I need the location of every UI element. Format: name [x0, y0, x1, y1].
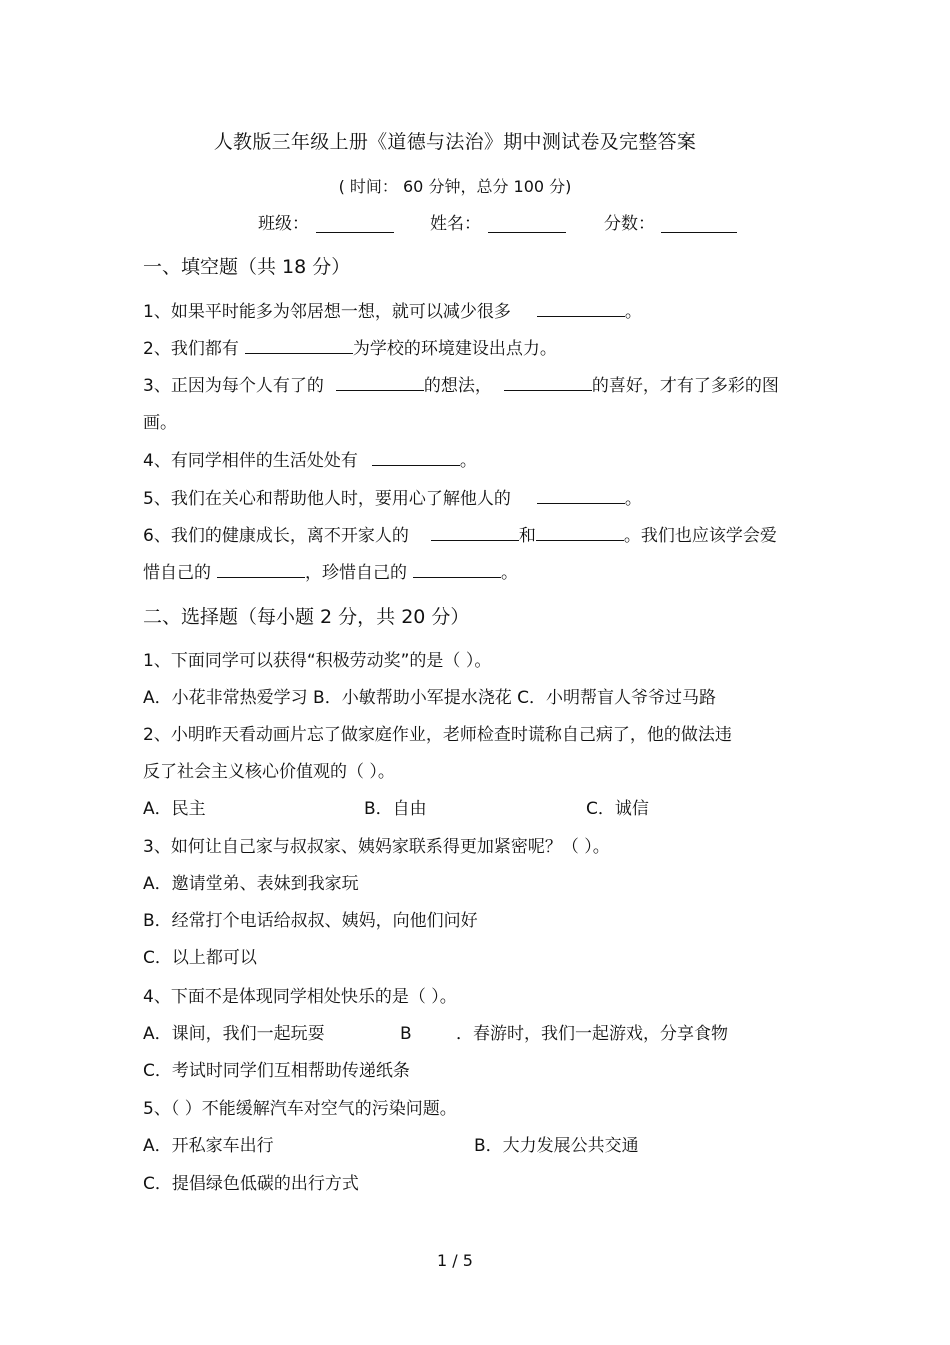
- answer-blank: [537, 300, 625, 317]
- option-2-3-a: A．邀请堂弟、表妹到我家玩: [143, 874, 359, 894]
- score-blank: [661, 232, 737, 233]
- question-1-6: 6、我们的健康成长，离不开家人的 和 。我们也应该学会爱: [143, 526, 777, 546]
- question-2-5: 5、（ ）不能缓解汽车对空气的污染问题。: [143, 1099, 457, 1119]
- option-2-2-a: A．民主: [143, 799, 206, 819]
- option-2-3-b: B．经常打个电话给叔叔、姨妈，向他们问好: [143, 911, 478, 931]
- question-1-3: 3、正因为每个人有了的 的想法， 的喜好，才有了多彩的图: [143, 376, 779, 396]
- answer-blank: [536, 524, 624, 541]
- option-2-4-c: C．考试时同学们互相帮助传递纸条: [143, 1061, 410, 1081]
- answer-blank: [537, 487, 625, 504]
- section-heading-fill-blank: 一、填空题（共 18 分）: [143, 256, 351, 278]
- name-blank: [488, 232, 566, 233]
- question-1-6-cont: 惜自己的 ，珍惜自己的 。: [143, 563, 518, 583]
- answer-blank: [504, 374, 592, 391]
- option-2-4-b: ．春游时，我们一起游戏，分享食物: [456, 1024, 728, 1044]
- question-1-4: 4、有同学相伴的生活处处有 。: [143, 451, 477, 471]
- answer-blank: [413, 561, 501, 578]
- answer-blank: [372, 449, 460, 466]
- question-2-1: 1、下面同学可以获得“积极劳动奖”的是（ ）。: [143, 651, 492, 671]
- class-blank: [316, 232, 394, 233]
- question-1-2: 2、我们都有 为学校的环境建设出点力。: [143, 339, 557, 359]
- answer-blank: [431, 524, 519, 541]
- class-label: 班级：: [258, 214, 309, 234]
- question-2-4: 4、下面不是体现同学相处快乐的是（ ）。: [143, 987, 457, 1007]
- question-1-3-cont: 画。: [143, 413, 177, 433]
- page-title: 人教版三年级上册《道德与法治》期中测试卷及完整答案: [213, 131, 697, 153]
- question-1-5: 5、我们在关心和帮助他人时，要用心了解他人的 。: [143, 489, 642, 509]
- option-2-4-a: A．课间，我们一起玩耍: [143, 1024, 325, 1044]
- question-2-2: 2、小明昨天看动画片忘了做家庭作业，老师检查时谎称自己病了，他的做法违: [143, 725, 732, 745]
- score-label: 分数：: [604, 214, 655, 234]
- section-heading-multiple-choice: 二、选择题（每小题 2 分，共 20 分）: [143, 606, 470, 628]
- option-2-5-a: A．开私家车出行: [143, 1136, 274, 1156]
- option-2-4-b-letter: B: [400, 1024, 412, 1044]
- answer-blank: [217, 561, 305, 578]
- option-2-5-b: B．大力发展公共交通: [474, 1136, 639, 1156]
- name-label: 姓名：: [430, 214, 481, 234]
- answer-blank: [245, 337, 353, 354]
- option-2-2-b: B．自由: [364, 799, 427, 819]
- option-2-3-c: C．以上都可以: [143, 948, 257, 968]
- question-2-3: 3、如何让自己家与叔叔家、姨妈家联系得更加紧密呢？（ ）。: [143, 837, 610, 857]
- question-2-1-options: A．小花非常热爱学习 B．小敏帮助小军提水浇花 C．小明帮盲人爷爷过马路: [143, 688, 716, 708]
- question-2-2-cont: 反了社会主义核心价值观的（ ）。: [143, 762, 395, 782]
- option-2-2-c: C．诚信: [586, 799, 649, 819]
- page-number: 1 / 5: [437, 1251, 473, 1270]
- exam-info: ( 时间： 60 分钟，总分 100 分): [338, 177, 572, 196]
- question-1-1: 1、如果平时能多为邻居想一想，就可以减少很多 。: [143, 302, 642, 322]
- option-2-5-c: C．提倡绿色低碳的出行方式: [143, 1174, 359, 1194]
- answer-blank: [336, 374, 424, 391]
